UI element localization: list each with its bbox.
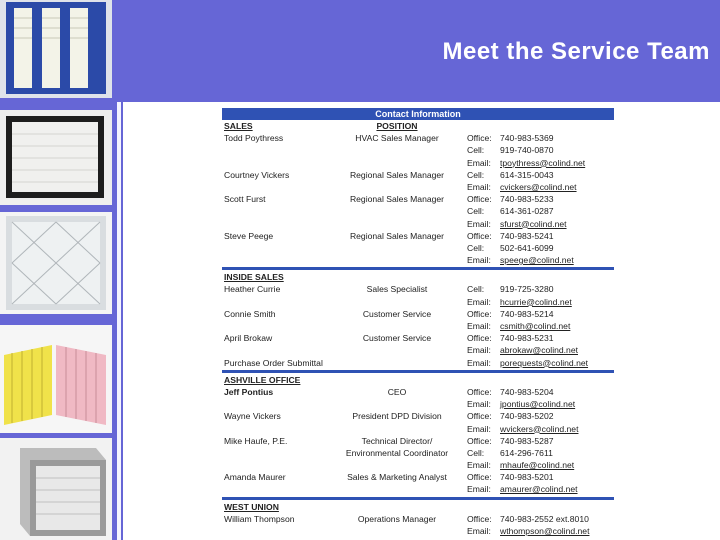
contact-type: Cell: (467, 169, 485, 180)
contact-type: Email: (467, 181, 491, 192)
inside-sales-section-head (222, 271, 614, 283)
contact-value[interactable]: wvickers@colind.net (500, 423, 579, 434)
contact-value[interactable]: sfurst@colind.net (500, 218, 567, 229)
contact-name: William Thompson (224, 513, 295, 524)
contact-value[interactable]: abrokaw@colind.net (500, 345, 578, 356)
contact-value[interactable]: wthompson@colind.net (500, 526, 590, 536)
contact-name: Jeff Pontius (224, 386, 274, 397)
contact-value: 740-983-5231 (500, 333, 554, 344)
west-union-label: WEST UNION (224, 501, 279, 512)
contact-value: 740-983-5201 (500, 472, 554, 483)
contact-type: Email: (467, 423, 491, 434)
contact-name: April Brokaw (224, 333, 273, 344)
contact-type: Email: (467, 218, 491, 229)
contact-row (222, 332, 614, 344)
contact-row (222, 398, 614, 410)
contact-row (222, 320, 614, 332)
panel-filter-image (0, 110, 112, 205)
contact-value: 740-983-5202 (500, 411, 554, 422)
contact-value: 919-740-0870 (500, 145, 554, 156)
contact-type: Email: (467, 526, 491, 536)
contact-table-header: Contact Information (222, 108, 614, 120)
ashville-section-head (222, 374, 614, 386)
contact-row (222, 283, 614, 295)
contact-value: 614-315-0043 (500, 169, 554, 180)
contact-name: Purchase Order Submittal (224, 357, 323, 368)
contact-type: Email: (467, 296, 491, 307)
contact-position: HVAC Sales Manager (355, 133, 439, 144)
bag-filter-image (0, 325, 112, 433)
contact-position: Customer Service (362, 333, 432, 344)
contact-row (222, 230, 614, 242)
contact-name: Mike Haufe, P.E. (224, 435, 288, 446)
contact-position: President DPD Division (352, 411, 442, 422)
contact-position: Environmental Coordinator (345, 447, 449, 458)
contact-position: Technical Director/ (361, 435, 433, 446)
contact-position: Customer Service (362, 308, 432, 319)
contact-type: Cell: (467, 206, 485, 217)
contact-row (222, 386, 614, 398)
contact-type: Email: (467, 460, 491, 471)
position-label: POSITION (376, 121, 418, 131)
contact-value: 502-641-6099 (500, 242, 554, 253)
contact-position: Sales Specialist (366, 284, 428, 295)
contact-position: Sales & Marketing Analyst (347, 472, 447, 483)
sales-section-head (222, 120, 614, 132)
contact-name: Steve Peege (224, 230, 274, 241)
contact-row (222, 296, 614, 308)
contact-type: Office: (467, 333, 492, 344)
contact-position: Operations Manager (357, 513, 437, 524)
contact-position: CEO (387, 386, 407, 397)
contact-type: Cell: (467, 145, 485, 156)
contact-value: 614-361-0287 (500, 206, 554, 217)
contact-name: Connie Smith (224, 308, 276, 319)
page-title: Meet the Service Team (442, 38, 710, 65)
contact-row (222, 144, 614, 156)
contact-row (222, 242, 614, 254)
contact-type: Email: (467, 484, 491, 495)
contact-type: Office: (467, 230, 492, 241)
contact-value[interactable]: jpontius@colind.net (500, 399, 576, 410)
contact-row (222, 513, 614, 525)
contact-row (222, 254, 614, 266)
contact-name: Amanda Maurer (224, 472, 286, 483)
contact-position: Regional Sales Manager (349, 230, 445, 241)
contact-row (222, 525, 614, 537)
contact-type: Office: (467, 411, 492, 422)
contact-row (222, 447, 614, 459)
contact-value: 740-983-2552 ext.8010 (500, 513, 589, 524)
contact-row (222, 218, 614, 230)
contact-type: Office: (467, 194, 492, 205)
contact-row (222, 344, 614, 356)
contact-row (222, 435, 614, 447)
contact-value[interactable]: mhaufe@colind.net (500, 460, 575, 471)
contact-value: 614-296-7611 (500, 447, 553, 458)
section-divider (222, 497, 614, 500)
contact-row (222, 169, 614, 181)
contact-row (222, 410, 614, 422)
contact-value: 919-725-3280 (500, 284, 554, 295)
ashville-label: ASHVILLE OFFICE (224, 374, 301, 385)
contact-type: Office: (467, 386, 492, 397)
contact-row (222, 459, 614, 471)
contact-value: 740-983-5369 (500, 133, 554, 144)
contact-type: Office: (467, 472, 492, 483)
contact-value[interactable]: tpoythress@colind.net (500, 157, 586, 168)
contact-type: Email: (467, 345, 491, 356)
sales-label: SALES (224, 121, 253, 131)
box-filter-image (0, 438, 112, 540)
contact-table (222, 108, 614, 537)
contact-type: Email: (467, 255, 491, 266)
contact-type: Office: (467, 513, 492, 524)
section-divider (222, 370, 614, 373)
title-band (115, 0, 720, 102)
contact-value: 740-983-5204 (500, 386, 554, 397)
contact-value[interactable]: csmith@colind.net (500, 321, 571, 331)
contact-row (222, 357, 614, 369)
contact-name: Wayne Vickers (224, 411, 281, 422)
section-divider (222, 267, 614, 270)
contact-type: Office: (467, 435, 492, 446)
contact-value[interactable]: speege@colind.net (500, 255, 574, 266)
contact-row (222, 308, 614, 320)
contact-type: Cell: (467, 242, 485, 253)
contact-position: Regional Sales Manager (349, 169, 445, 180)
contact-position: Regional Sales Manager (349, 194, 445, 205)
contact-value: 740-983-5287 (500, 435, 554, 446)
contact-row (222, 193, 614, 205)
inside-sales-label: INSIDE SALES (224, 272, 284, 283)
contact-type: Email: (467, 357, 491, 368)
contact-row (222, 471, 614, 483)
contact-type: Office: (467, 133, 492, 144)
contact-value[interactable]: amaurer@colind.net (500, 484, 578, 495)
contact-name: Courtney Vickers (224, 169, 290, 180)
v-bank-filter-image (0, 0, 112, 98)
contact-name: Scott Furst (224, 194, 266, 205)
contact-value[interactable]: cvickers@colind.net (500, 181, 577, 192)
contact-type: Email: (467, 157, 491, 168)
contact-value: 740-983-5241 (500, 230, 554, 241)
contact-value: 740-983-5233 (500, 194, 554, 205)
contact-row (222, 205, 614, 217)
west-union-section-head (222, 501, 614, 513)
contact-value[interactable]: porequests@colind.net (500, 357, 589, 368)
pleated-filter-image (0, 212, 112, 314)
contact-row (222, 157, 614, 169)
contact-row (222, 132, 614, 144)
contact-name: Todd Poythress (224, 133, 284, 144)
contact-name: Heather Currie (224, 284, 281, 295)
contact-type: Office: (467, 308, 492, 319)
contact-type: Email: (467, 321, 491, 331)
contact-value: 740-983-5214 (500, 308, 554, 319)
contact-row (222, 423, 614, 435)
contact-type: Cell: (467, 284, 485, 295)
contact-value[interactable]: hcurrie@colind.net (500, 296, 572, 307)
contact-row (222, 181, 614, 193)
contact-type: Cell: (467, 447, 485, 458)
contact-type: Email: (467, 399, 491, 410)
contact-row (222, 483, 614, 495)
